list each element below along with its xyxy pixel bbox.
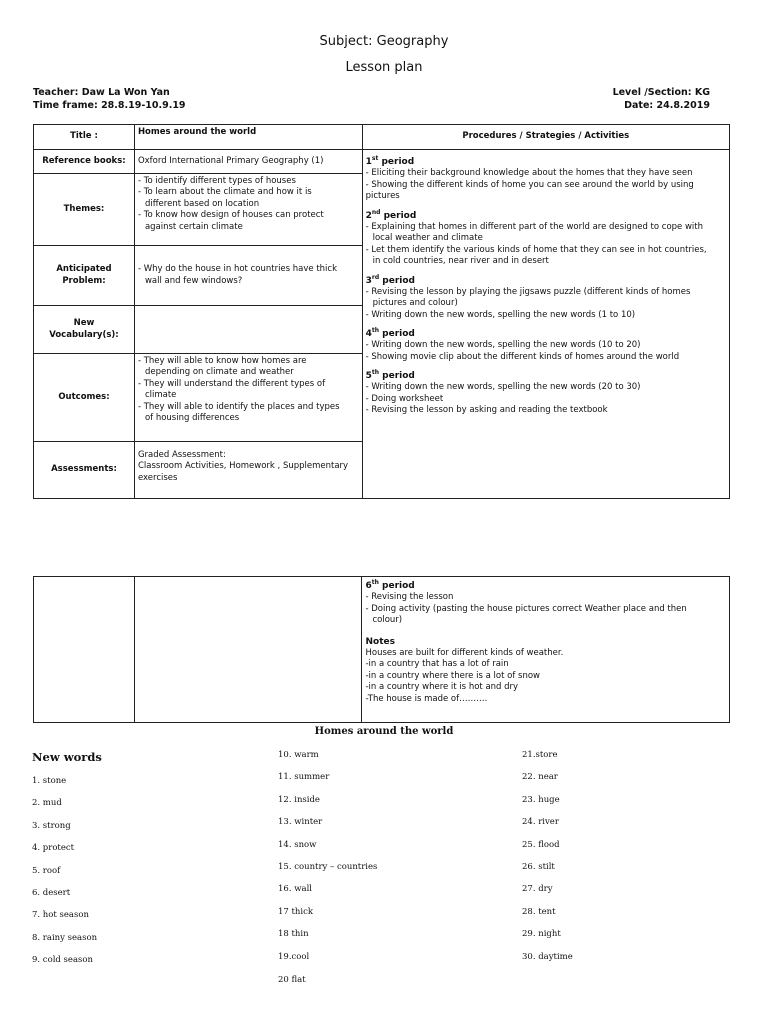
period-3-heading: 3rd period: [365, 273, 415, 286]
period-4-line: - Showing movie clip about the different kinds of homes around the world: [365, 351, 680, 362]
new-words-heading: New words: [32, 750, 102, 764]
period-3-line: - Writing down the new words, spelling the new words (1 to 10): [365, 309, 636, 320]
outcomes-cell: [134, 354, 362, 442]
word-item: 29. night: [522, 929, 561, 939]
title-label: Title :: [34, 125, 135, 150]
word-item: 10. warm: [278, 750, 319, 760]
period-2-line: local weather and climate: [372, 233, 483, 244]
period-1-line: pictures: [365, 191, 400, 202]
word-item: 14. snow: [278, 840, 317, 850]
period-2-line: - Explaining that homes in different part of the world are designed to cope with: [365, 221, 704, 232]
outcome-line: depending on climate and weather: [144, 367, 294, 378]
word-item: 6. desert: [32, 888, 71, 898]
word-item: 28. tent: [522, 907, 556, 917]
period-2-heading: 2nd period: [365, 208, 417, 221]
word-item: 12. inside: [278, 795, 320, 805]
word-item: 13. winter: [278, 817, 323, 827]
word-item: 17 thick: [278, 907, 314, 917]
word-item: 15. country – countries: [278, 862, 378, 872]
period-2-line: in cold countries, near river and in desert: [372, 256, 549, 267]
word-item: 26. stilt: [522, 862, 555, 872]
new-vocabulary-cell: [134, 306, 362, 354]
notes-line: -in a country that has a lot of rain: [365, 659, 509, 670]
period-5-line: - Doing worksheet: [365, 393, 444, 404]
word-item: 8. rainy season: [32, 933, 98, 943]
subject-title: Subject: Geography: [319, 34, 449, 49]
theme-line: against certain climate: [144, 221, 243, 232]
outcomes-label: Outcomes:: [34, 354, 135, 442]
reference-books-label: Reference books:: [34, 150, 135, 174]
teacher-label: Teacher: Daw La Won Yan: [33, 87, 170, 98]
theme-line: different based on location: [144, 198, 260, 209]
word-item: 11. summer: [278, 772, 330, 782]
empty-label-cell: [34, 577, 135, 723]
outcome-line: - They will understand the different types of: [137, 378, 326, 389]
period-4-line: - Writing down the new words, spelling the new words (10 to 20): [365, 340, 641, 351]
continuation-table: [33, 576, 730, 723]
period-3-line: - Revising the lesson by playing the jigsaws puzzle (different kinds of homes: [365, 286, 691, 297]
word-item: 4. protect: [32, 843, 75, 853]
period-6-heading: 6th period: [365, 579, 415, 591]
outcome-line: of housing differences: [144, 413, 240, 424]
period-1-heading: 1st period: [365, 155, 415, 167]
period-4-heading: 4th period: [365, 327, 415, 340]
time-frame-label: Time frame: 28.8.19-10.9.19: [33, 100, 186, 111]
procedures-header: Procedures / Strategies / Activities: [362, 125, 729, 150]
themes-cell: [134, 174, 362, 246]
assessment-line: Classroom Activities, Homework , Supplementary: [137, 461, 349, 472]
word-item: 23. huge: [522, 795, 560, 805]
word-item: 18 thin: [278, 929, 309, 939]
date-label: Date: 24.8.2019: [624, 100, 710, 111]
outcome-line: - They will able to identify the places and types: [137, 401, 340, 412]
period-6-line: - Revising the lesson: [365, 592, 454, 603]
anticipated-line: wall and few windows?: [144, 275, 243, 286]
notes-line: Houses are built for different kinds of weather.: [365, 647, 564, 658]
word-item: 30. daytime: [522, 952, 573, 962]
level-section-label: Level /Section: KG: [612, 87, 710, 98]
notes-line: -The house is made of……….: [365, 693, 488, 704]
procedures-cell: [362, 150, 729, 499]
word-item: 2. mud: [32, 798, 62, 808]
theme-line: - To learn about the climate and how it is: [137, 187, 312, 198]
lesson-plan-title: Lesson plan: [345, 60, 423, 75]
period-6-line: colour): [372, 615, 403, 626]
word-item: 21.store: [522, 750, 558, 760]
period-5-line: - Revising the lesson by asking and reading the textbook: [365, 405, 608, 416]
period-2-line: - Let them identify the various kinds of home that they can see in hot countries,: [365, 244, 707, 255]
word-item: 25. flood: [522, 840, 560, 850]
word-item: 7. hot season: [32, 910, 89, 920]
word-item: 1. stone: [32, 776, 67, 786]
period-6-line: - Doing activity (pasting the house pictures correct Weather place and then: [365, 603, 687, 614]
word-item: 16. wall: [278, 884, 312, 894]
word-item: 19.cool: [278, 952, 310, 962]
outcome-line: - They will able to know how homes are: [137, 356, 307, 366]
word-item: 22. near: [522, 772, 558, 782]
theme-line: - To identify different types of houses: [137, 176, 296, 186]
themes-label: Themes:: [34, 174, 135, 246]
word-list-title: Homes around the world: [314, 726, 454, 737]
notes-line: -in a country where there is a lot of snow: [365, 670, 540, 681]
empty-content-cell: [134, 577, 362, 723]
lesson-plan-table: [33, 124, 730, 499]
period-1-line: - Showing the different kinds of home you can see around the world by using: [365, 179, 694, 190]
assessments-cell: [134, 442, 362, 499]
assessment-line: exercises: [137, 472, 178, 483]
period-5-line: - Writing down the new words, spelling the new words (20 to 30): [365, 382, 641, 393]
word-item: 24. river: [522, 817, 559, 827]
assessments-label: Assessments:: [34, 442, 135, 499]
period-1-line: - Eliciting their background knowledge about the homes that they have seen: [365, 168, 693, 179]
anticipated-problem-label: Anticipated Problem:: [34, 246, 135, 306]
notes-line: -in a country where it is hot and dry: [365, 682, 519, 693]
theme-line: - To know how design of houses can protect: [137, 210, 324, 221]
assessment-line: Graded Assessment:: [137, 450, 226, 460]
period-6-cell: [362, 577, 730, 723]
word-item: 3. strong: [32, 821, 71, 831]
reference-books-value: Oxford International Primary Geography (1): [134, 150, 362, 174]
word-item: 9. cold season: [32, 955, 93, 965]
outcome-line: climate: [144, 390, 177, 401]
title-value: Homes around the world: [134, 125, 362, 150]
anticipated-line: - Why do the house in hot countries have thick: [137, 264, 338, 275]
period-5-heading: 5th period: [365, 369, 415, 382]
notes-heading: Notes: [365, 636, 395, 647]
new-vocabulary-label: New Vocabulary(s):: [34, 306, 135, 354]
anticipated-problem-cell: [134, 246, 362, 306]
word-item: 20 flat: [278, 975, 306, 985]
word-item: 5. roof: [32, 866, 61, 876]
word-item: 27. dry: [522, 884, 553, 894]
period-3-line: pictures and colour): [372, 298, 458, 309]
